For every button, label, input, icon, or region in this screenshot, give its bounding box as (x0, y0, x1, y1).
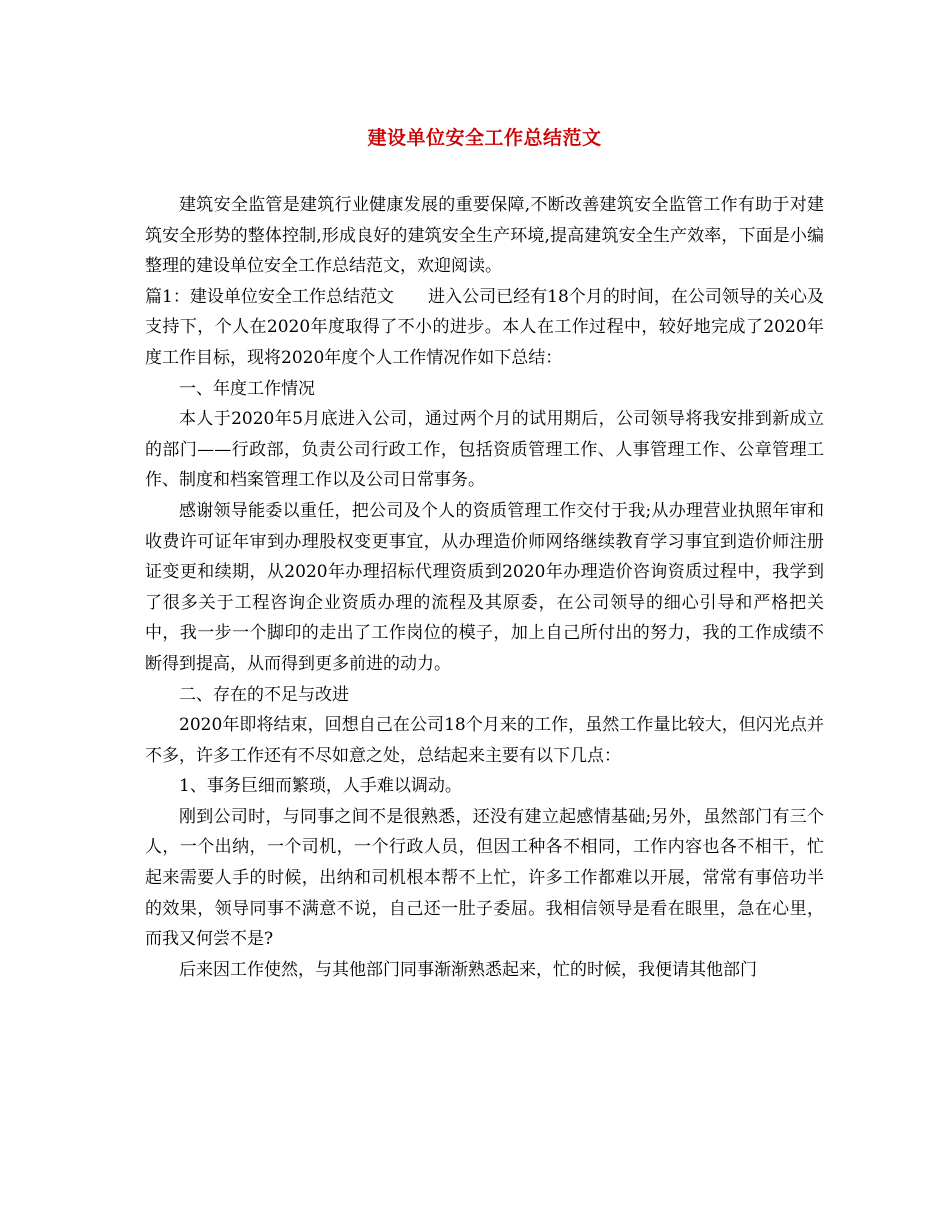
paragraph-chapter-1: 篇1：建设单位安全工作总结范文 进入公司已经有18个月的时间，在公司领导的关心及支持下，个人在2020年度取得了不小的进步。本人在工作过程中，较好地完成了2020年度工作目标，现将2020年度个人工作情况作如下总结： (145, 286, 824, 368)
section-heading-shortcomings: 二、存在的不足与改进 (179, 684, 349, 705)
paragraph-intro: 建筑安全监管是建筑行业健康发展的重要保障,不断改善建筑安全监管工作有助于对建筑安全形势的整体控制,形成良好的建筑安全生产环境,提高建筑安全生产效率，下面是小编整理的建设单位安全工作总结范文，欢迎阅读。 (145, 195, 824, 277)
paragraph-joining-company: 本人于2020年5月底进入公司，通过两个月的试用期后，公司领导将我安排到新成立的部门——行政部，负责公司行政工作，包括资质管理工作、人事管理工作、公章管理工作、制度和档案管理工作以及公司日常事务。 (145, 409, 824, 491)
document-body (145, 190, 824, 985)
section-heading-annual-work: 一、年度工作情况 (179, 378, 315, 399)
paragraph-year-end-review: 2020年即将结束，回想自己在公司18个月来的工作，虽然工作量比较大，但闪光点并不多，许多工作还有不尽如意之处，总结起来主要有以下几点： (145, 715, 824, 766)
paragraph-later-cooperation: 后来因工作使然，与其他部门同事渐渐熟悉起来，忙的时候，我便请其他部门 (179, 959, 757, 980)
paragraph-qualification-work: 感谢领导能委以重任，把公司及个人的资质管理工作交付于我;从办理营业执照年审和收费许可证年审到办理股权变更事宜，从办理造价师网络继续教育学习事宜到造价师注册证变更和续期，从2020年办理招标代理资质到2020年办理造价咨询资质过程中，我学到了很多关于工程咨询企业资质办理的流程及其原委，在公司领导的细心引导和严格把关中，我一步一个脚印的走出了工作岗位的模子，加上自己所付出的努力，我的工作成绩不断得到提高，从而得到更多前进的动力。 (145, 500, 824, 674)
paragraph-early-days: 刚到公司时，与同事之间不是很熟悉，还没有建立起感情基础;另外，虽然部门有三个人，一个出纳，一个司机，一个行政人员，但因工种各不相同，工作内容也各不相干，忙起来需要人手的时候，出纳和司机根本帮不上忙，许多工作都难以开展，常常有事倍功半的效果，领导同事不满意不说，自己还一肚子委屈。我相信领导是看在眼里，急在心里，而我又何尝不是? (145, 806, 824, 950)
document-title: 建设单位安全工作总结范文 (367, 127, 602, 149)
list-item-point-1: 1、事务巨细而繁琐，人手难以调动。 (179, 776, 462, 797)
